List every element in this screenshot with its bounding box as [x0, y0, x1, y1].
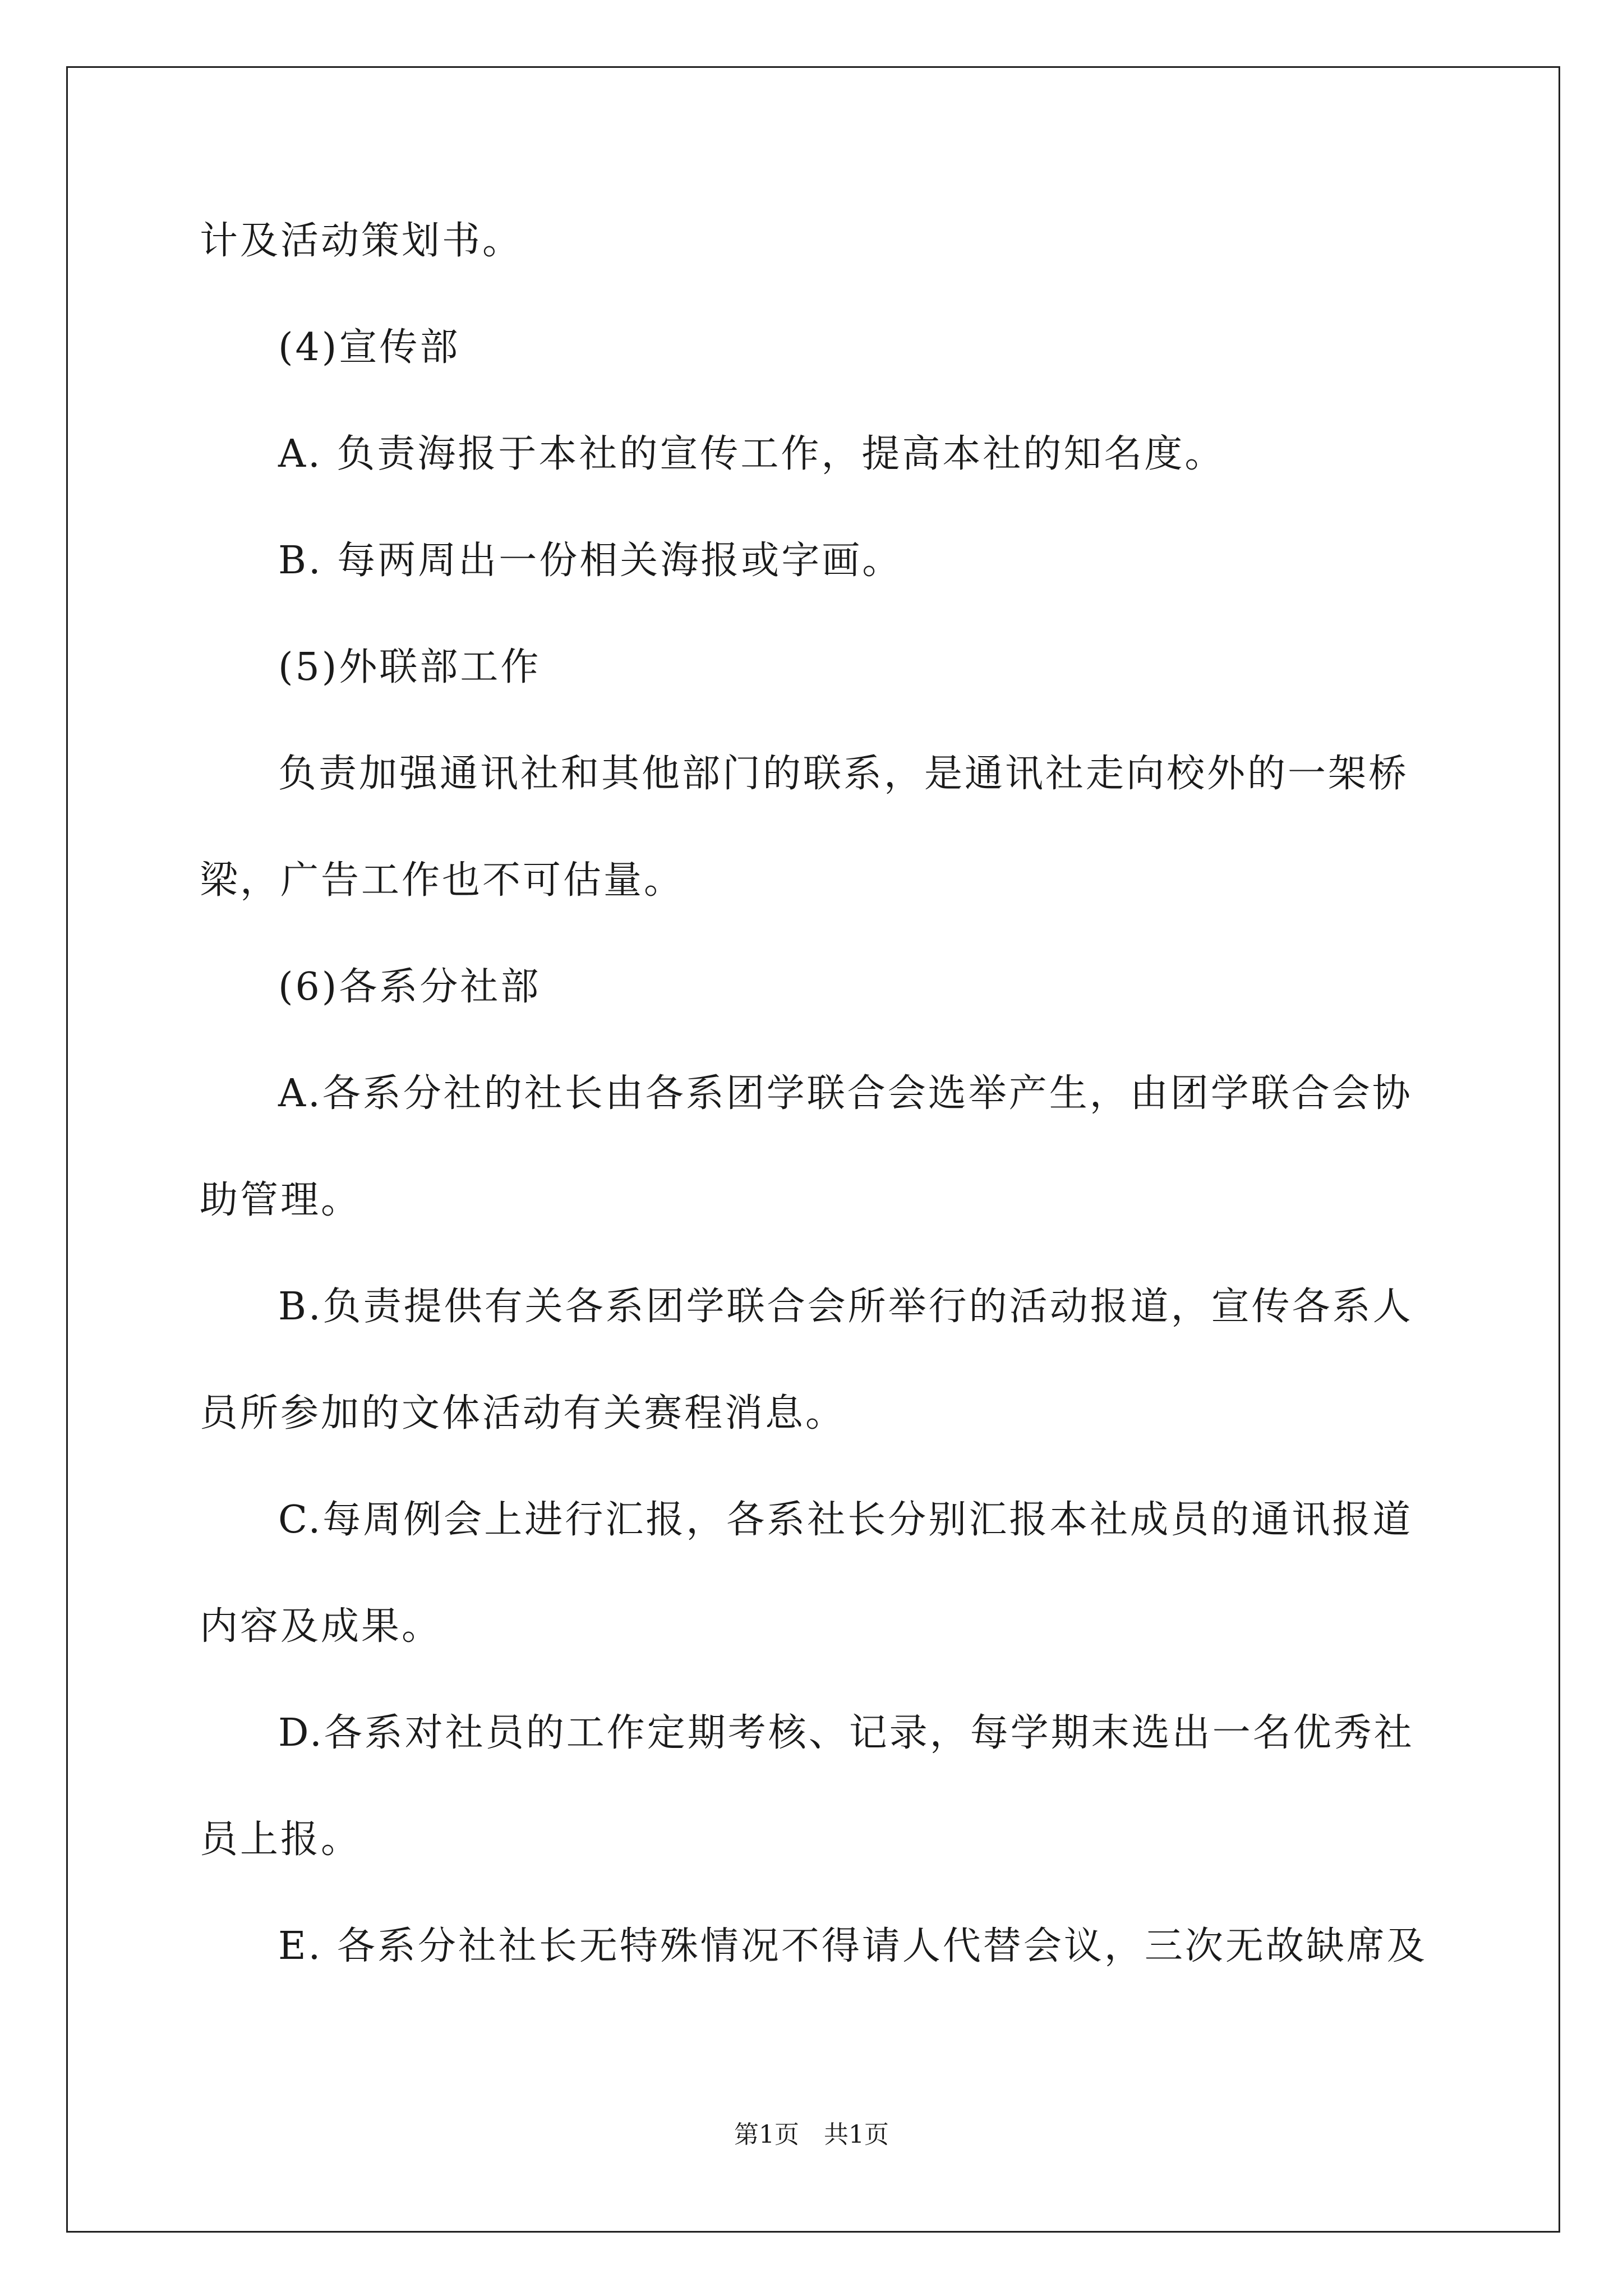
page-number-footer: 第1页 共1页 [734, 2120, 889, 2149]
paragraph-line: 员所参加的文体活动有关赛程消息。 [200, 1391, 846, 1435]
paragraph-line: 计及活动策划书。 [200, 219, 523, 263]
paragraph-line: A.各系分社的社长由各系团学联合会选举产生，由团学联合会协 [278, 1071, 1413, 1116]
paragraph-line: D.各系对社员的工作定期考核、记录，每学期末选出一名优秀社 [278, 1711, 1414, 1755]
section-heading-publicity: (4)宣传部 [278, 325, 460, 370]
section-heading-external: (5)外联部工作 [278, 645, 541, 689]
paragraph-line: B. 每两周出一份相关海报或字画。 [278, 539, 903, 583]
section-heading-branches: (6)各系分社部 [278, 965, 541, 1009]
paragraph-line: E. 各系分社社长无特殊情况不得请人代替会议，三次无故缺席及 [278, 1924, 1427, 1968]
paragraph-line: B.负责提供有关各系团学联合会所举行的活动报道，宣传各系人 [278, 1285, 1413, 1329]
page-border [66, 66, 1560, 2233]
paragraph-line: C.每周例会上进行汇报，各系社长分别汇报本社成员的通讯报道 [278, 1498, 1413, 1542]
paragraph-line: 梁，广告工作也不可估量。 [200, 858, 685, 903]
paragraph-line: 内容及成果。 [200, 1604, 442, 1649]
paragraph-line: 助管理。 [200, 1178, 362, 1222]
paragraph-line: 员上报。 [200, 1818, 362, 1862]
paragraph-line: 负责加强通讯社和其他部门的联系，是通讯社走向校外的一架桥 [278, 752, 1409, 796]
paragraph-line: A. 负责海报于本社的宣传工作，提高本社的知名度。 [278, 432, 1225, 476]
